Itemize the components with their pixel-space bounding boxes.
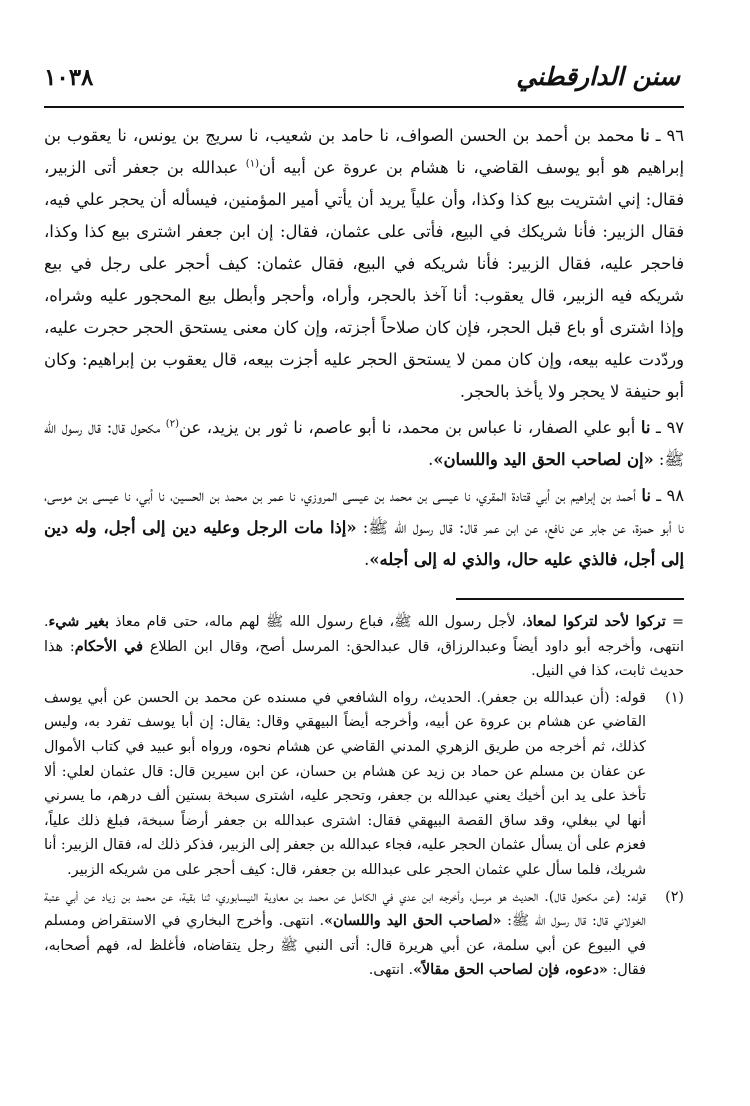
narration-marker: نا — [640, 418, 651, 437]
footnote-text: قوله: (أن عبدالله بن جعفر). الحديث، رواه الشافعي في مسنده عن محمد بن الحسن عن أبي يوسف القاضي عن هشام بن عروة عن أبيه، وأخرجه أيضاً البيهقي وقال: يقال: إن أبا يوسف تفرد به، وليس كذلك، ثم أخرجه من طريق الزهري المدني القاضي عن هشام نحوه، ورواه أبو عبيد في كتاب الأموال عن عفان بن مسلم عن حماد بن زيد عن هشام بن حسان، عن ابن سيرين قال: قال عثمان لعلي: ألا تأخذ على يد ابن أخيك يعني عبدالله بن جعفر، وتحجر عليه، اشترى سبخة بستين ألف درهم، ما يسرني أنها لي ببغلي، وقد ساق القصة البيهقي فقال: اشترى عبدالله بن جعفر أرضاً سبخة، فبلغ ذلك علياً، فعزم على أن يسأل عثمان الحجر عليه، فجاء عبدالله بن جعفر إلى الزبير، فذكر ذلك له، فقال الزبير: أنا شريك، فلما سأل علي عثمان الحجر على عبدالله بن جعفر، قال: كيف أحجر على من شريكه الزبير. — [44, 689, 646, 878]
footnotes — [44, 610, 684, 983]
hadith-text: عبدالله بن جعفر أتى الزبير، فقال: إني اشتريت بيع كذا وكذا، وأن علياً يريد أن يأتي أمير المؤمنين، فيسأله أن يحجر علي فيه، فقال الزبير: فأنا شريكك في البيع، فأتى على عثمان، فقال: إن ابن جعفر اشترى بيع كذا وكذا، فاحجر عليه، فقال الزبير: فأنا شريكه في البيع، فقال عثمان: كيف أحجر على رجل في بيع شريكه فيه الزبير، قال يعقوب: أنا آخذ بالحجر، وأراه، وأحجر وأبطل بيع المحجور عليه وشراه، وإذا اشترى أو باع قبل الحجر، فإن كان صلاحاً أجزته، وإن كان معنى يستحق الحجر حجرت عليه، وردّدت عليه بيعه، وإن كان ممن لا يستحق الحجر عليه أجزت بيعه، قال يعقوب بن إبراهيم: وكان أبو حنيفة لا يحجر ولا يأخذ بالحجر. — [44, 158, 684, 401]
footnote-ref-1[interactable]: (١) — [245, 158, 259, 170]
footnote-quote: «لصاحب الحق اليد واللسان» — [324, 913, 502, 930]
hadith-number: ٩٨ ـ — [650, 486, 684, 505]
hadith-quote: «إن لصاحب الحق اليد واللسان» — [433, 450, 654, 469]
footnote-2 — [44, 885, 684, 983]
hadith-97 — [44, 412, 684, 476]
punctuation: . — [364, 550, 370, 569]
footnote-quote: في الأحكام — [74, 638, 143, 655]
footnote-text: . انتهى. وأخرج البخاري في الاستقراض ومسلم في البيوع عن أبي سلمة، عن أبي هريرة قال: أتى النبي ﷺ رجل يتقاضاه، فأغلظ له، فهم أصحابه، فقال: — [44, 913, 646, 979]
footnote-quote: تركوا لأحد لتركوا لمعاذ — [526, 614, 666, 630]
hadith-text: محمد بن أحمد بن الحسن الصواف، نا حامد بن شعيب، نا سريج بن يونس، نا يعقوب بن إبراهيم هو أبو يوسف القاضي، نا هشام بن عروة عن أبيه أن — [44, 126, 684, 177]
footnote-1 — [44, 686, 684, 883]
hadith-number: ٩٦ ـ — [649, 126, 684, 145]
footnote-text: ، لأجل رسول الله ﷺ، فباع رسول الله ﷺ لهم ماله، حتى قام معاذ — [108, 614, 527, 630]
narration-marker: نا — [640, 126, 650, 145]
hadith-quote: «إذا مات الرجل وعليه دين إلى أجل، وله دين إلى أجل، فالذي عليه حال، والذي له إلى أجله» — [44, 518, 684, 569]
narration-marker: نا — [641, 486, 651, 505]
footnote-continuation — [44, 610, 684, 684]
book-title: سنن الدارقطني — [516, 62, 680, 91]
page-header — [44, 58, 684, 108]
hadith-text: أبو علي الصفار، نا عباس بن محمد، نا أبو عاصم، نا ثور بن يزيد، عن — [178, 418, 641, 437]
footnote-text: : هذا حديث ثابت، كذا في النيل. — [44, 638, 684, 680]
hadith-98 — [44, 480, 684, 576]
footnote-mark: (١) — [665, 689, 684, 706]
footnote-quote: بغير شيء — [48, 614, 109, 630]
footnote-text: . انتهى، وأخرجه أبو داود أيضاً وعبدالرزاق، قال عبدالحق: المرسل أصح، وقال ابن الطلاع — [44, 614, 684, 655]
footnote-divider — [456, 598, 684, 600]
page-number: ١٠٣٨ — [44, 64, 94, 91]
hadith-number: ٩٧ ـ — [650, 418, 684, 437]
footnote-mark: (٢) — [665, 888, 684, 905]
main-text — [44, 120, 684, 576]
footnote-text: . انتهى. — [368, 962, 414, 979]
footnote-ref-2[interactable]: (٢) — [165, 418, 179, 430]
footnote-text: قوله: (عن مكحول قال). الحديث هو مرسل، وأخرجه ابن عدي في الكامل عن محمد بن معاوية النيسابوري، ثنا بقية، عن محمد بن زياد عن أبي عتبة الخولاني قال: قال رسول الله ﷺ: — [44, 888, 646, 930]
hadith-96 — [44, 120, 684, 408]
footnote-quote: «دعوه، فإن لصاحب الحق مقالاً» — [413, 962, 608, 979]
continuation-mark: = — [665, 614, 684, 630]
page — [44, 58, 684, 1068]
hadith-text: مكحول قال: قال رسول الله ﷺ: — [44, 418, 684, 469]
hadith-text: أحمد بن إبراهيم بن أبي قتادة المقري، نا عيسى بن محمد بن عيسى المروزي، نا عمر بن محمد بن الحسين، نا أبي، نا عيسى بن موسى، نا أبو حمزة، عن جابر عن نافع، عن ابن عمر قال: قال رسول الله ﷺ: — [44, 486, 684, 537]
punctuation: . — [428, 450, 434, 469]
